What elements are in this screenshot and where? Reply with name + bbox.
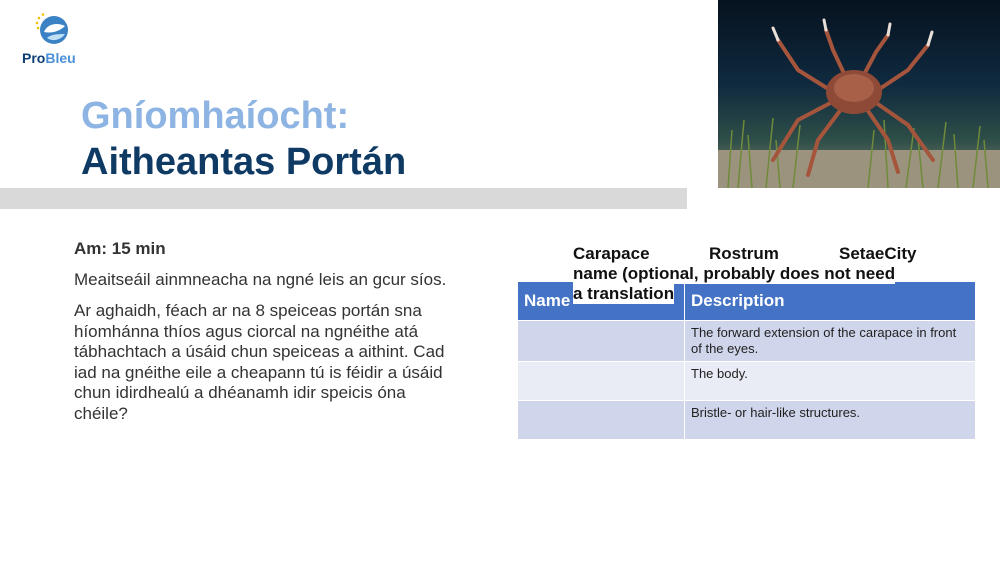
header-description: Description [685, 282, 976, 321]
probleu-logo [18, 8, 88, 68]
feature-table [517, 281, 976, 440]
brand-pro: Pro [22, 50, 46, 66]
description-cell: The body. [685, 362, 976, 401]
table-row [518, 362, 976, 401]
table-row [518, 401, 976, 440]
instruction-match: Meaitseáil ainmneacha na ngné leis an gcur síos. [74, 269, 447, 289]
header-name: Name [518, 282, 685, 321]
name-cell[interactable] [518, 321, 685, 362]
brand-name [22, 50, 76, 66]
title-line1: Gníomhaíocht: [81, 95, 350, 137]
name-cell[interactable] [518, 362, 685, 401]
table-row [518, 321, 976, 362]
translation-note-line3: a translation [573, 284, 675, 303]
description-cell: The forward extension of the carapace in front of the eyes. [685, 321, 976, 362]
instructions [74, 239, 454, 435]
title-divider-bar [0, 188, 687, 209]
brand-bleu: Bleu [45, 50, 76, 66]
instruction-observe: Ar aghaidh, féach ar na 8 speiceas portán sna híomhánna thíos agus ciorcal na ngnéithe atá tábhachtach a úsáid chun speiceas a aithint. Cad iad na gnéithe eile a cheapann tú is féidir a úsáid chun idirdhealú a dhéanamh idir speicis óna chéile? [74, 301, 445, 423]
translation-note-line2: name (optional, probably does not need [573, 264, 896, 283]
title-line2: Aitheantas Portán [81, 141, 407, 183]
activity-time: Am: 15 min [74, 239, 166, 258]
spider-crab-photo [718, 0, 1000, 188]
name-cell[interactable] [518, 401, 685, 440]
globe-logo-icon [35, 12, 69, 46]
term-rostrum[interactable]: Rostrum [709, 244, 779, 263]
term-carapace[interactable]: Carapace [573, 244, 650, 263]
term-list [573, 244, 935, 264]
description-cell: Bristle- or hair-like structures. [685, 401, 976, 440]
term-setae[interactable]: SetaeCity [839, 244, 917, 263]
term-labels-overlay [573, 244, 935, 304]
